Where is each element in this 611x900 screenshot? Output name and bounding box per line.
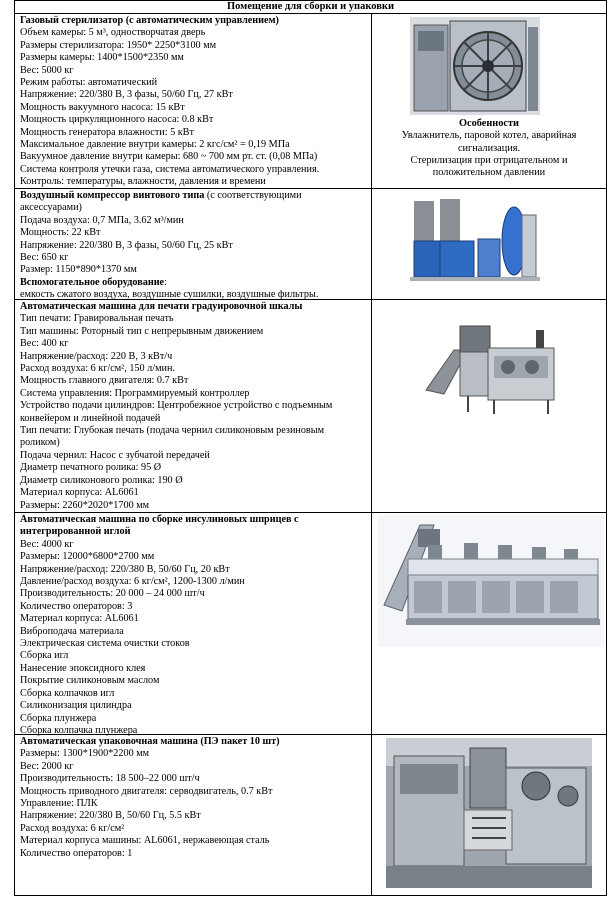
spec-line: Сборка колпачка плунжера (20, 724, 138, 736)
description-cell (15, 513, 372, 734)
spec-line: Размеры камеры: 1400*1500*2350 мм (20, 52, 184, 64)
spec-line: Напряжение: 220/380 В, 3 фазы, 50/60 Гц, 25 кВт (20, 239, 233, 251)
table-row (15, 513, 606, 735)
spec-line: Вес: 4000 кг (20, 538, 74, 550)
spec-line: Количество операторов: 3 (20, 600, 133, 612)
spec-line: Размеры: 2260*2020*1700 мм (20, 499, 150, 511)
spec-line: Размеры: 1300*1900*2200 мм (20, 748, 150, 760)
spec-line: Вес: 650 кг (20, 252, 69, 264)
spec-line: Нанесение эпоксидного клея (20, 662, 146, 674)
image-cell (372, 300, 606, 512)
spec-line: Мощность главного двигателя: 0.7 кВт (20, 375, 189, 387)
description-cell (15, 189, 372, 299)
equipment-title: интегрированной иглой (20, 526, 131, 538)
table-row (15, 14, 606, 189)
packaging-machine-photo (386, 738, 592, 888)
screw-compressor-photo (410, 195, 540, 283)
image-cell (372, 513, 606, 734)
spec-line: Напряжение/расход: 220 В, 3 кВт/ч (20, 350, 173, 362)
table-header: Помещение для сборки и упаковки (15, 1, 606, 14)
spec-line: Система контроля утечки газа, система автоматического управления. (20, 163, 320, 175)
spec-line: Напряжение: 220/380 В, 50/60 Гц, 5.5 кВт (20, 810, 201, 822)
table-row (15, 735, 606, 895)
description-cell (15, 300, 372, 512)
equipment-title: Автоматическая машина по сборке инсулиновых шприцев с (20, 514, 299, 525)
spec-line: Тип печати: Гравировальная печать (20, 313, 174, 325)
spec-line: Напряжение: 220/380 В, 3 фазы, 50/60 Гц, 27 кВт (20, 89, 233, 101)
spec-line: Производительность: 20 000 – 24 000 шт/ч (20, 588, 205, 600)
description-cell (15, 735, 372, 895)
spec-line: емкость сжатого воздуха, воздушные сушилки, воздушные фильтры. (20, 289, 319, 301)
spec-line: Давление/расход воздуха: 6 кг/см², 1200-1300 л/мин (20, 576, 245, 588)
spec-line: Тип машины: Роторный тип с непрерывным движением (20, 325, 264, 337)
spec-line: Материал корпуса: AL6061 (20, 613, 139, 625)
features-line: Увлажнитель, паровой котел, аварийная (401, 130, 577, 142)
image-cell (372, 735, 606, 895)
equipment-title: Газовый стерилизатор (с автоматическим управлением) (20, 15, 279, 26)
equipment-table (14, 0, 607, 896)
spec-line: Диаметр силиконового ролика: 190 Ø (20, 474, 183, 486)
spec-line: Мощность приводного двигателя: серводвигатель, 0.7 кВт (20, 785, 273, 797)
features-line: положительном давлении (432, 167, 546, 179)
spec-line: Вакуумное давление внутри камеры: 680 ~ 700 мм рт. ст. (0,08 МПа) (20, 151, 318, 163)
image-cell (372, 14, 606, 188)
spec-line: Диаметр печатного ролика: 95 Ø (20, 462, 162, 474)
spec-line: Расход воздуха: 6 кг/см², 150 л/мин. (20, 363, 175, 375)
spec-line: Размеры: 12000*6800*2700 мм (20, 551, 155, 563)
table-row (15, 189, 606, 300)
spec-line: Размеры стерилизатора: 1950* 2250*3100 мм (20, 39, 217, 51)
features-line: сигнализация. (457, 142, 521, 154)
spec-line: Максимальное давление внутри камеры: 2 кгс/см² = 0,19 МПа (20, 139, 290, 151)
spec-line: Вес: 400 кг (20, 338, 69, 350)
equipment-title: Воздушный компрессор винтового типа (с соответствующими (20, 190, 302, 201)
spec-line: Режим работы: автоматический (20, 77, 158, 89)
gas-sterilizer-photo (410, 17, 540, 115)
features-title: Особенности (459, 118, 519, 129)
spec-line: Материал корпуса машины: AL6061, нержавеющая сталь (20, 835, 270, 847)
spec-line: Вибροподача материала (20, 625, 124, 637)
syringe-assembly-machine-photo (378, 515, 604, 647)
spec-line: Подача чернил: Насос с зубчатой передачей (20, 449, 210, 461)
spec-line: Мощность генератора влажности: 5 кВт (20, 126, 194, 138)
spec-line: Сборка игл (20, 650, 69, 662)
features-line: Стерилизация при отрицательном и (410, 154, 568, 166)
scale-printing-machine-photo (424, 320, 564, 418)
spec-line: Управление: ПЛК (20, 798, 98, 810)
spec-line: аксессуарами) (20, 202, 82, 214)
spec-line: Размер: 1150*890*1370 мм (20, 264, 137, 276)
spec-line: конвейером и линейной подачей (20, 412, 161, 424)
spec-line: Мощность вакуумного насоса: 15 кВт (20, 101, 185, 113)
spec-line: Сборка плунжера (20, 712, 97, 724)
spec-line: Тип печати: Глубокая печать (подача чернил силиконовым резиновым (20, 425, 325, 437)
spec-line: роликом) (20, 437, 60, 449)
spec-line: Вес: 5000 кг (20, 64, 74, 76)
spec-line: Напряжение/расход: 220/380 В, 50/60 Гц, 20 кВт (20, 563, 230, 575)
spec-line: Расход воздуха: 6 кг/см² (20, 822, 125, 834)
spec-line: Количество операторов: 1 (20, 847, 133, 859)
equipment-title: Автоматическая машина для печати градуировочной шкалы (20, 301, 303, 312)
spec-line: Вес: 2000 кг (20, 760, 74, 772)
equipment-title: Автоматическая упаковочная машина (ПЭ пакет 10 шт) (20, 736, 280, 747)
spec-line: Материал корпуса: AL6061 (20, 487, 139, 499)
spec-line: Контроль: температуры, влажности, давления и времени (20, 176, 266, 188)
spec-line: Сборка колпачков игл (20, 687, 115, 699)
spec-line: Покрытие силиконовым маслом (20, 675, 160, 687)
spec-line: Электрическая система очистки стоков (20, 638, 190, 650)
spec-line: Мощность циркуляционного насоса: 0.8 кВт (20, 114, 214, 126)
spec-line: Мощность: 22 кВт (20, 227, 101, 239)
spec-line: Устройство подачи цилиндров: Центробежное устройство с подъемным (20, 400, 333, 412)
spec-line: Силиконизация цилиндра (20, 700, 132, 712)
spec-line: Объем камеры: 5 м³, одностворчатая дверь (20, 27, 206, 39)
features-caption (372, 118, 606, 179)
spec-line: Система управления: Программируемый контроллер (20, 387, 250, 399)
description-cell (15, 14, 372, 188)
spec-line: Производительность: 18 500–22 000 шт/ч (20, 773, 200, 785)
image-cell (372, 189, 606, 299)
table-row (15, 300, 606, 513)
spec-line: Подача воздуха: 0,7 МПа, 3.62 м³/мин (20, 214, 184, 226)
spec-line: Вспомогательное оборудование: (20, 276, 167, 288)
